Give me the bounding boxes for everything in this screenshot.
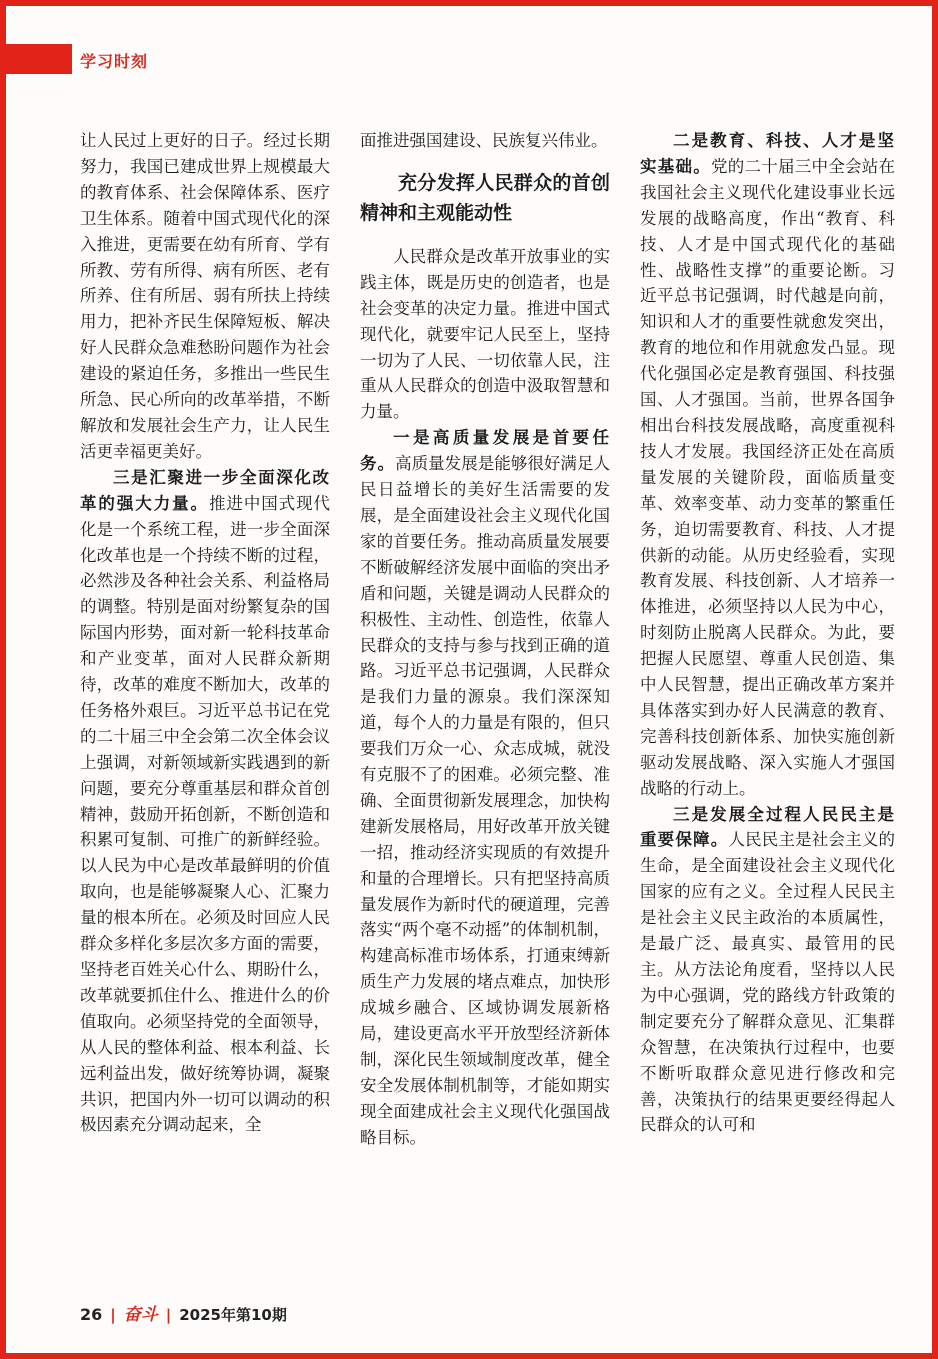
text-column-2 <box>360 128 610 1151</box>
point-heading: 一是高质量发展是首要任务。 <box>360 428 610 474</box>
paragraph <box>80 465 330 1139</box>
paragraph <box>360 425 610 1150</box>
subheading: 充分发挥人民群众的首创精神和主观能动性 <box>360 171 610 224</box>
text-column-3 <box>640 128 895 1138</box>
text-column-1 <box>80 128 330 1138</box>
paragraph <box>640 128 895 802</box>
paragraph: 让人民过上更好的日子。经过长期努力，我国已建成世界上规模最大的教育体系、社会保障体系、医疗卫生体系。随着中国式现代化的深入推进，更需要在幼有所育、学有所教、劳有所得、病有所医、老有所养、住有所居、弱有所扶上持续用力，把补齐民生保障短板、解决好人民群众急难愁盼问题作为社会建设的紧迫任务，多推出一些民生所急、民心所向的改革举措，不断解放和发展社会生产力，让人民生活更幸福更美好。 <box>80 131 330 461</box>
publication-logo: 奋斗 <box>123 1305 158 1325</box>
point-body: 人民民主是社会主义的生命，是全面建设社会主义现代化国家的应有之义。全过程人民民主是社会主义民主政治的本质属性，是最广泛、最真实、最管用的民主。从方法论角度看，坚持以人民为中心强调，党的路线方针政策的制定要充分了解群众意见、汇集群众智慧，在决策执行过程中，也要不断听取群众意见进行修改和完善，决策执行的结果更要经得起人民群众的认可和 <box>640 830 896 1135</box>
paragraph: 面推进强国建设、民族复兴伟业。 <box>360 131 608 150</box>
section-tab-marker <box>6 44 72 74</box>
point-body: 高质量发展是能够很好满足人民日益增长的美好生活需要的发展，是全面建设社会主义现代化国家的首要任务。推动高质量发展要不断破解经济发展中面临的突出矛盾和问题，关键是调动人民群众的积极性、主动性、创造性，依靠人民群众的支持与参与找到正确的道路。习近平总书记强调，人民群众是我们力量的源泉。我们深深知道，每个人的力量是有限的，但只要我们万众一心、众志成城，就没有克服不了的困难。必须完整、准确、全面贯彻新发展理念，加快构建新发展格局，用好改革开放关键一招，推动经济实现质的有效提升和量的合理增长。只有把坚持高质量发展作为新时代的硬道理，完善落实“两个毫不动摇”的体制机制，构建高标准市场体系，打通束缚新质生产力发展的堵点难点，加快形成城乡融合、区域协调发展新格局，建设更高水平开放型经济新体制，深化民生领域制度改革，健全安全发展体制机制等，才能如期实现全面建成社会主义现代化强国战略目标。 <box>360 454 611 1147</box>
point-heading: 三是汇聚进一步全面深化改革的强大力量。 <box>80 467 330 513</box>
section-title: 学习时刻 <box>80 52 149 71</box>
footer-divider: | <box>165 1306 172 1324</box>
page-number: 26 <box>80 1305 103 1324</box>
footer-divider: | <box>110 1306 116 1324</box>
point-body: 推进中国式现代化是一个系统工程，进一步全面深化改革也是一个持续不断的过程，必然涉及各种社会关系、利益格局的调整。特别是面对纷繁复杂的国际国内形势，面对新一轮科技革命和产业变革，面对人民群众新期待，改革的难度不断加大，改革的任务格外艰巨。习近平总书记在党的二十届三中全会第二次全体会议上强调，对新领域新实践遇到的新问题，要充分尊重基层和群众首创精神，鼓励开拓创新，不断创造和积累可复制、可推广的新鲜经验。以人民为中心是改革最鲜明的价值取向，也是能够凝聚人心、汇聚力量的根本所在。必须及时回应人民群众多样化多层次多方面的需要，坚持老百姓关心什么、期盼什么，改革就要抓住什么、推进什么的价值取向。必须坚持党的全面领导，从人民的整体利益、根本利益、长远利益出发，做好统筹协调，凝聚共识，把国内外一切可以调动的积极因素充分调动起来，全 <box>80 493 331 1135</box>
point-body: 党的二十届三中全会站在我国社会主义现代化建设事业长远发展的战略高度，作出“教育、科技、人才是中国式现代化的基础性、战略性支撑”的重要论断。习近平总书记强调，时代越是向前，知识和人才的重要性就愈发突出，教育的地位和作用就愈发凸显。现代化强国必定是教育强国、科技强国、人才强国。当前，世界各国争相出台科技发展战略，高度重视科技人才发展。我国经济正处在高质量发展的关键阶段，面临质量变革、效率变革、动力变革的繁重任务，迫切需要教育、科技、人才提供新的动能。从历史经验看，实现教育发展、科技创新、人才培养一体推进，必须坚持以人民为中心，时刻防止脱离人民群众。为此，要把握人民愿望、尊重人民创造、集中人民智慧，提出正确改革方案并具体落实到办好人民满意的教育、完善科技创新体系、加快实施创新驱动发展战略、深入实施人才强国战略的行动上。 <box>640 156 895 798</box>
issue-label: 2025年第10期 <box>179 1306 287 1324</box>
point-heading: 二是教育、科技、人才是坚实基础。 <box>640 131 895 176</box>
point-heading: 三是发展全过程人民民主是重要保障。 <box>640 804 895 850</box>
paragraph <box>640 802 895 1139</box>
paragraph: 人民群众是改革开放事业的实践主体，既是历史的创造者，也是社会变革的决定力量。推进中国式现代化，就要牢记人民至上，坚持一切为了人民、一切依靠人民，注重从人民群众的创造中汲取智慧和力量。 <box>360 246 610 422</box>
page-footer <box>80 1300 287 1325</box>
